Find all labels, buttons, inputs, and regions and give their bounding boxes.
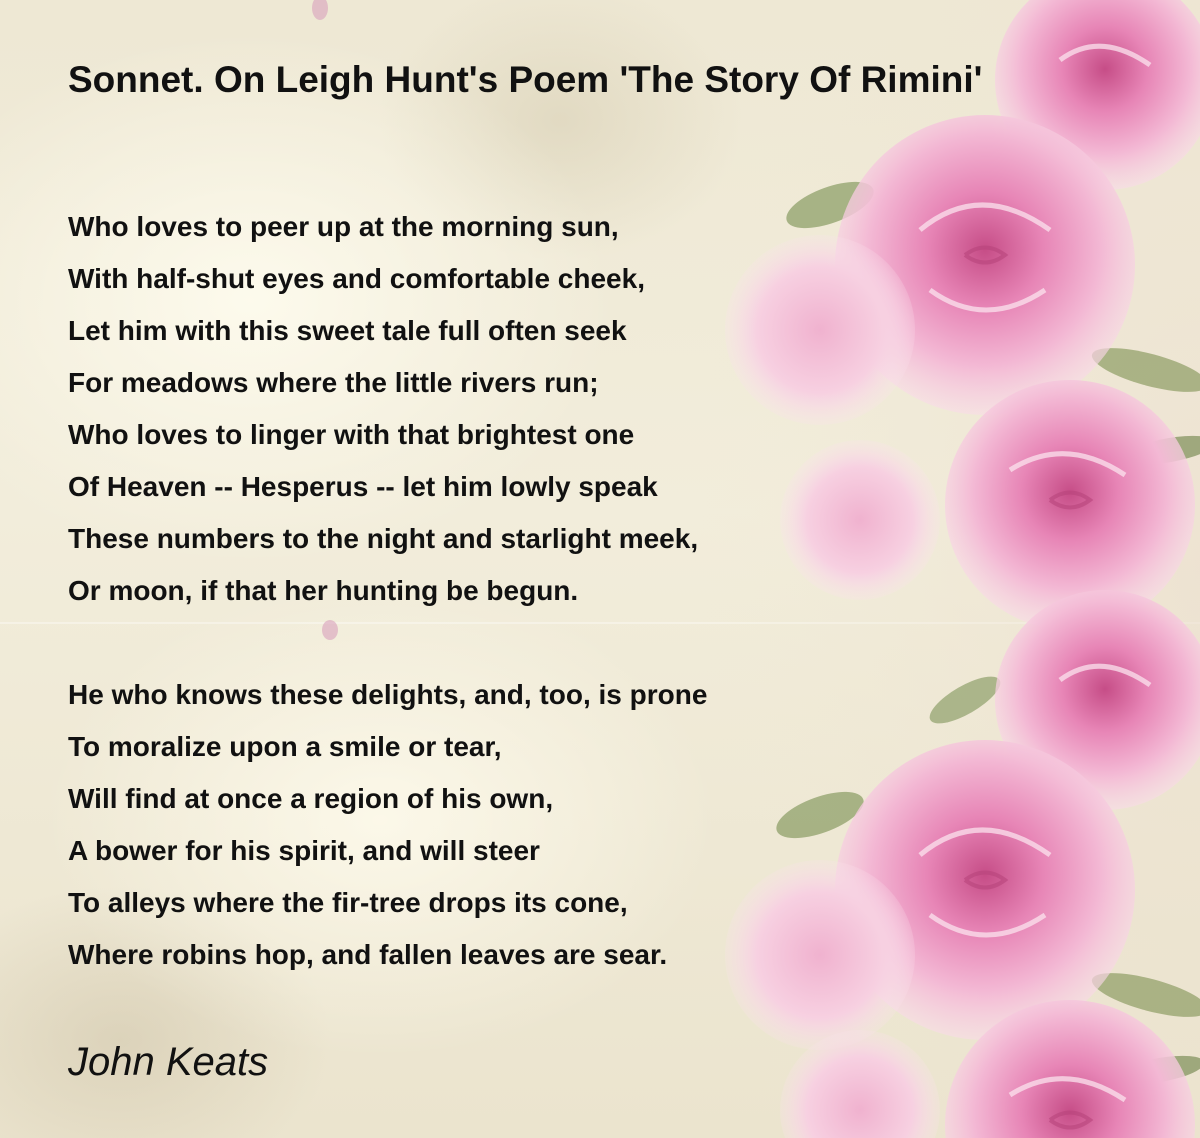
poem-line: To moralize upon a smile or tear, — [68, 731, 502, 762]
stanza-1 — [68, 201, 698, 617]
poem-author: John Keats — [68, 1040, 269, 1084]
poem-line: Who loves to peer up at the morning sun, — [68, 211, 619, 242]
poem-line: Will find at once a region of his own, — [68, 783, 554, 814]
poem-title: Sonnet. On Leigh Hunt's Poem 'The Story Of Rimini' — [68, 59, 983, 100]
poem-line: Or moon, if that her hunting be begun. — [68, 575, 579, 606]
poem-line: These numbers to the night and starlight meek, — [68, 523, 699, 554]
poem-line: Where robins hop, and fallen leaves are sear. — [68, 939, 668, 970]
poem-line: A bower for his spirit, and will steer — [68, 835, 540, 866]
poem-line: Who loves to linger with that brightest one — [68, 419, 635, 450]
poem-line: To alleys where the fir-tree drops its cone, — [68, 887, 628, 918]
poem-line: With half-shut eyes and comfortable cheek, — [68, 263, 645, 294]
poem-line: For meadows where the little rivers run; — [68, 367, 599, 398]
stanza-2 — [68, 669, 707, 981]
poem-line: Of Heaven -- Hesperus -- let him lowly speak — [68, 471, 658, 502]
poem-line: Let him with this sweet tale full often seek — [68, 315, 627, 346]
poem-line: He who knows these delights, and, too, is prone — [68, 679, 708, 710]
